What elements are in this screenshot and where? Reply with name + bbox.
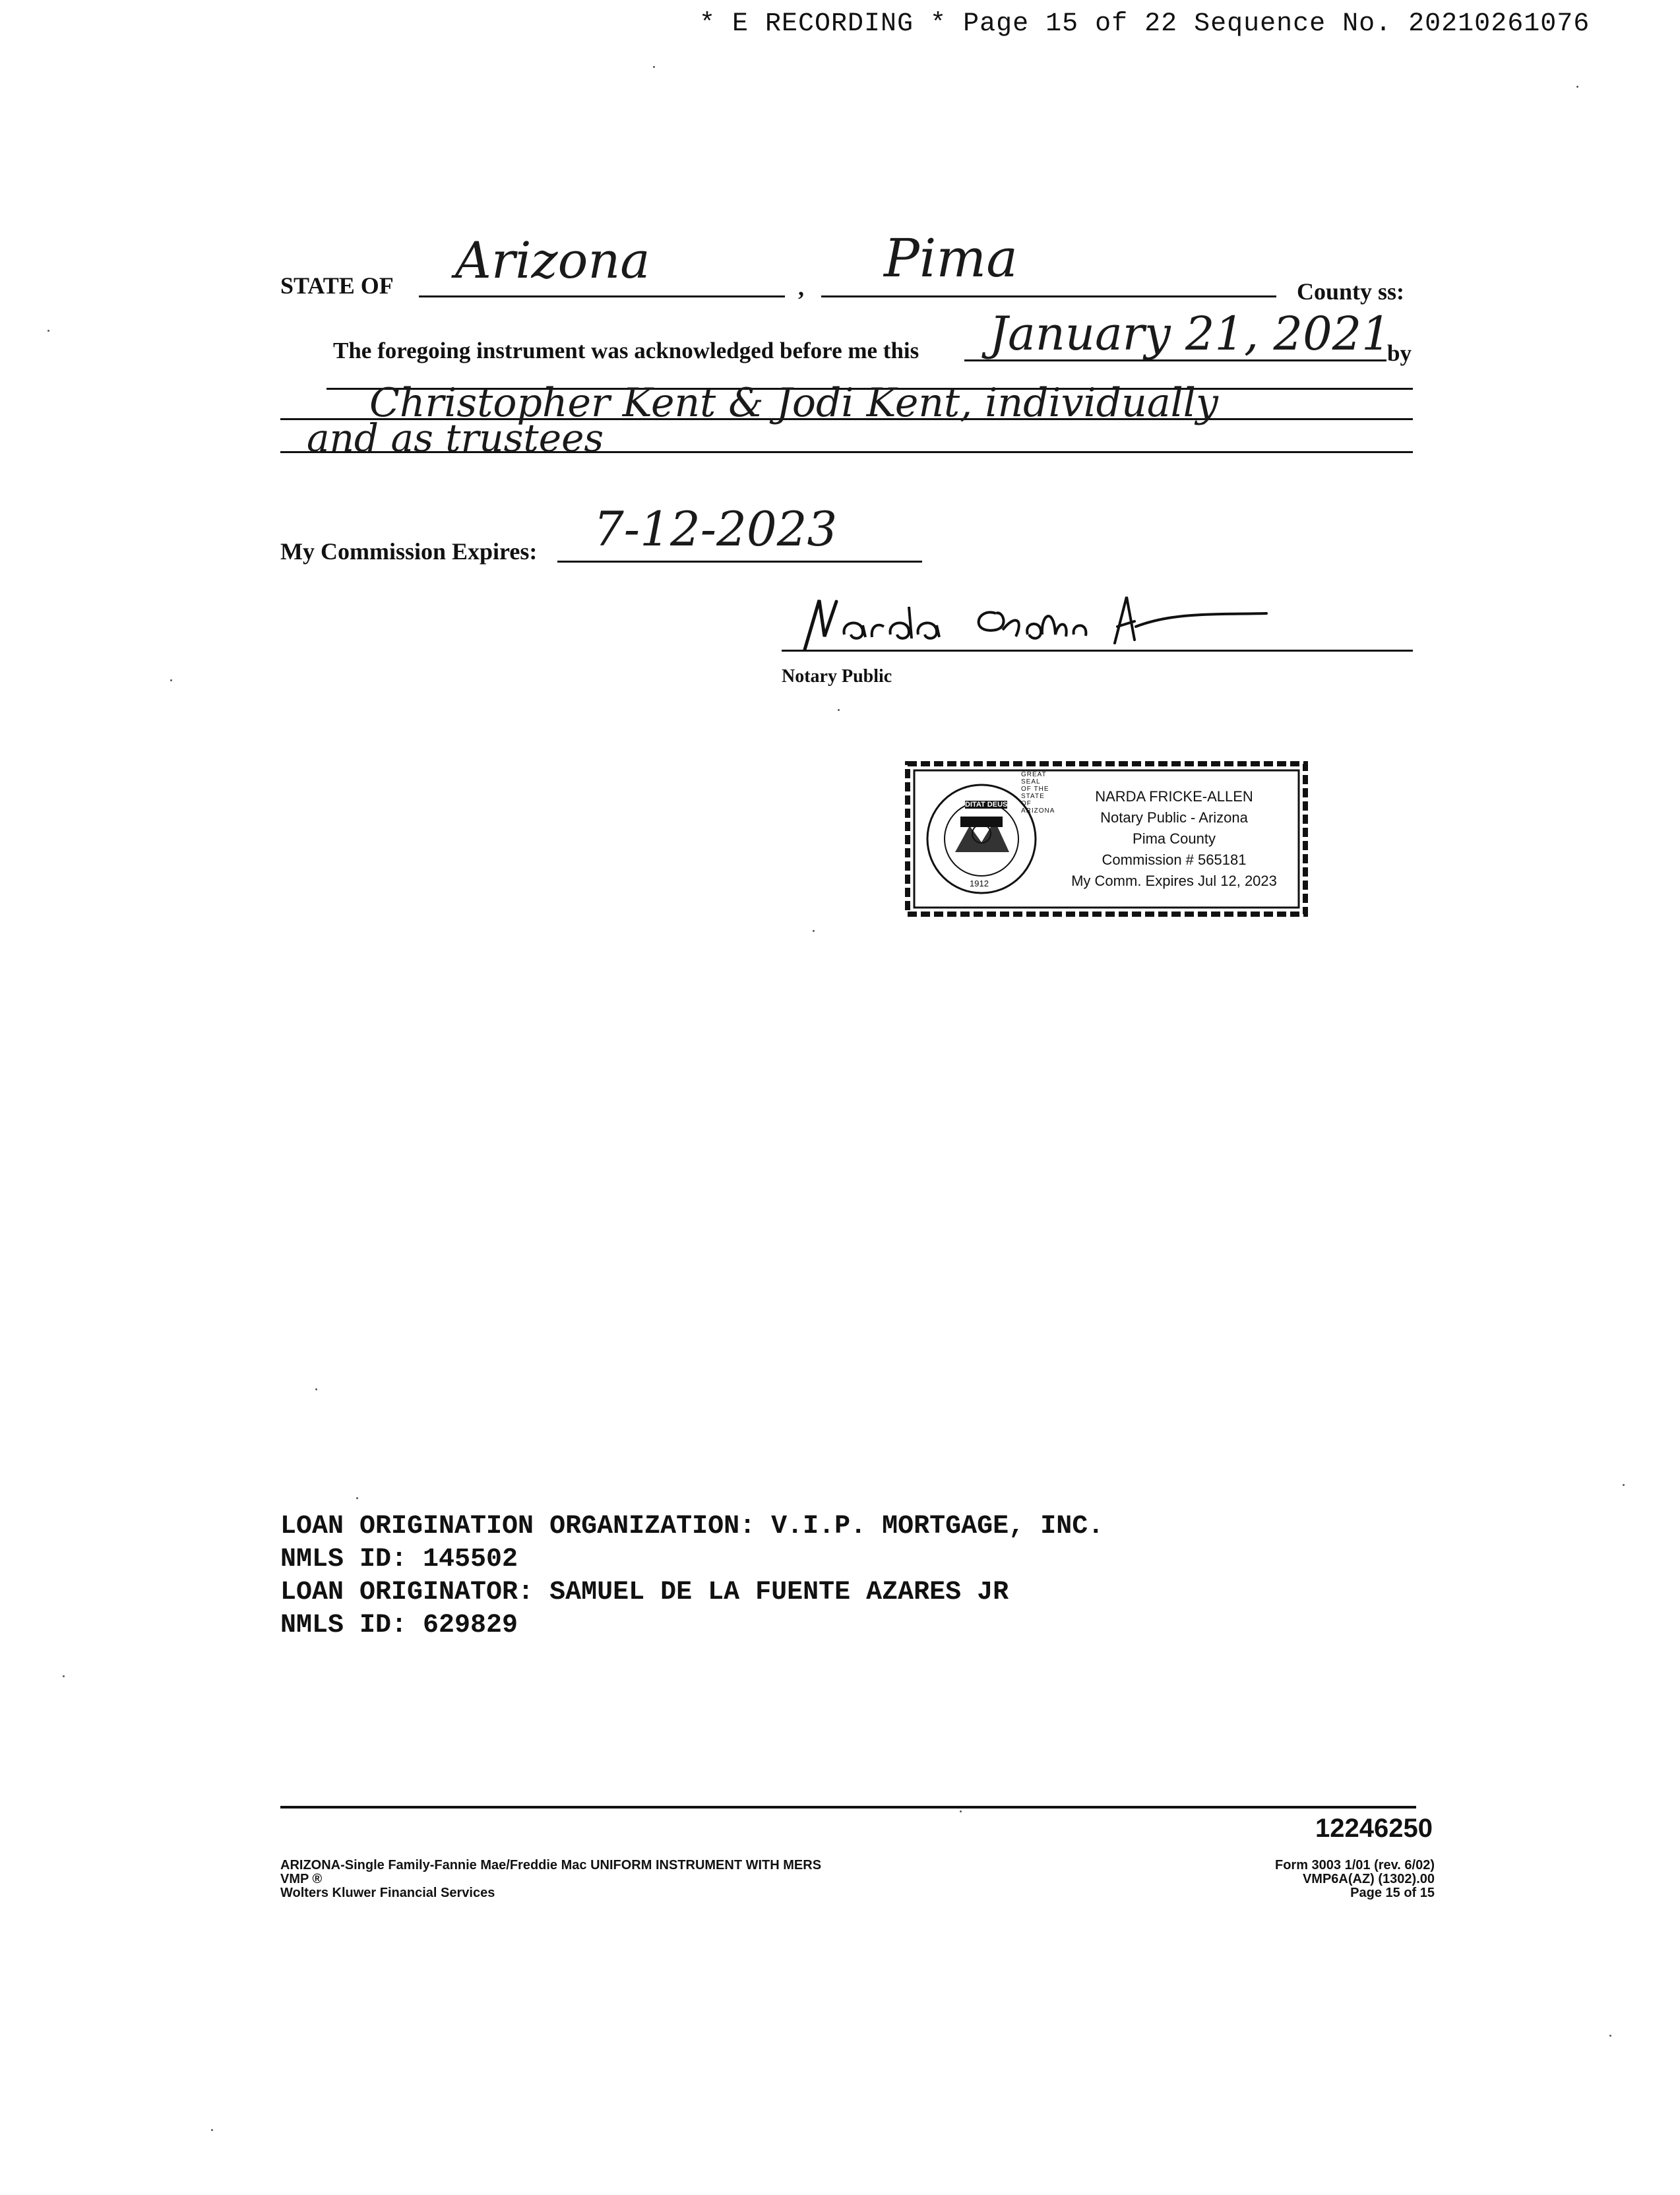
notary-signature [778,574,1280,660]
footer-form-codes [1275,1859,1435,1900]
loan-originator-nmls: NMLS ID: 629829 [280,1611,518,1640]
loan-origination-block [280,1510,1104,1642]
seal-expires: My Comm. Expires Jul 12, 2023 [1071,873,1277,889]
scan-speck [211,2129,213,2131]
recording-header: * E RECORDING * Page 15 of 22 Sequence No. 20210261076 [699,9,1590,39]
footer-page-number: Page 15 of 15 [1350,1886,1435,1900]
scan-speck [838,709,840,711]
signature-line [782,650,1413,652]
scan-speck [1609,2035,1611,2037]
foregoing-text: The foregoing instrument was acknowledged before me this [333,338,919,363]
by-label: by [1387,340,1412,366]
state-label: STATE OF [280,272,394,299]
commission-label: My Commission Expires: [280,538,538,565]
notary-public-label: Notary Public [782,666,892,687]
county-handwritten-value: Pima [884,228,1018,289]
seal-year: 1912 [970,879,989,888]
scan-speck [653,66,655,68]
scan-speck [356,1497,358,1499]
county-underline [821,295,1276,297]
loan-org-nmls: NMLS ID: 145502 [280,1545,518,1574]
seal-ring-text: GREAT SEAL OF THE STATE OF ARIZONA [1021,771,1055,815]
commission-handwritten-value: 7-12-2023 [594,501,838,557]
comma-separator: , [798,274,804,301]
scan-speck [315,1388,317,1390]
scan-speck [63,1675,65,1677]
footer-vmp: VMP ® [280,1872,323,1886]
date-handwritten-value: January 21, 2021 [989,307,1391,361]
notary-seal-stamp [904,760,1309,918]
footer-rule [280,1806,1416,1809]
seal-notary-name: NARDA FRICKE-ALLEN [1095,788,1253,805]
footer-vmp-code: VMP6A(AZ) (1302).00 [1302,1872,1435,1886]
loan-org-line: LOAN ORIGINATION ORGANIZATION: V.I.P. MORTGAGE, INC. [280,1512,1104,1541]
names-handwritten-value: Christopher Kent & Jodi Kent, individually [369,380,1218,426]
footer-form-title: ARIZONA-Single Family-Fannie Mae/Freddie Mac UNIFORM INSTRUMENT WITH MERS [280,1858,822,1872]
scan-speck [47,330,49,332]
seal-commission: Commission # 565181 [1102,851,1247,868]
footer-publisher: Wolters Kluwer Financial Services [280,1886,495,1900]
seal-county: Pima County [1133,830,1216,847]
seal-notary-title: Notary Public - Arizona [1100,809,1248,826]
county-label: County ss: [1297,278,1405,305]
footer-form-description [280,1859,821,1900]
state-underline [419,295,785,297]
scan-speck [813,930,815,932]
loan-number: 12246250 [1315,1814,1433,1843]
scan-speck [170,679,172,681]
scan-speck [960,1810,962,1812]
commission-underline [557,561,922,563]
scan-speck [1576,86,1578,88]
seal-motto: DITAT DEUS [965,801,1008,809]
loan-originator-line: LOAN ORIGINATOR: SAMUEL DE LA FUENTE AZARES JR [280,1578,1009,1607]
scan-speck [1623,1484,1625,1486]
state-handwritten-value: Arizona [455,231,650,290]
footer-form-number: Form 3003 1/01 (rev. 6/02) [1275,1858,1435,1872]
capacity-handwritten-value: and as trustees [307,416,604,460]
